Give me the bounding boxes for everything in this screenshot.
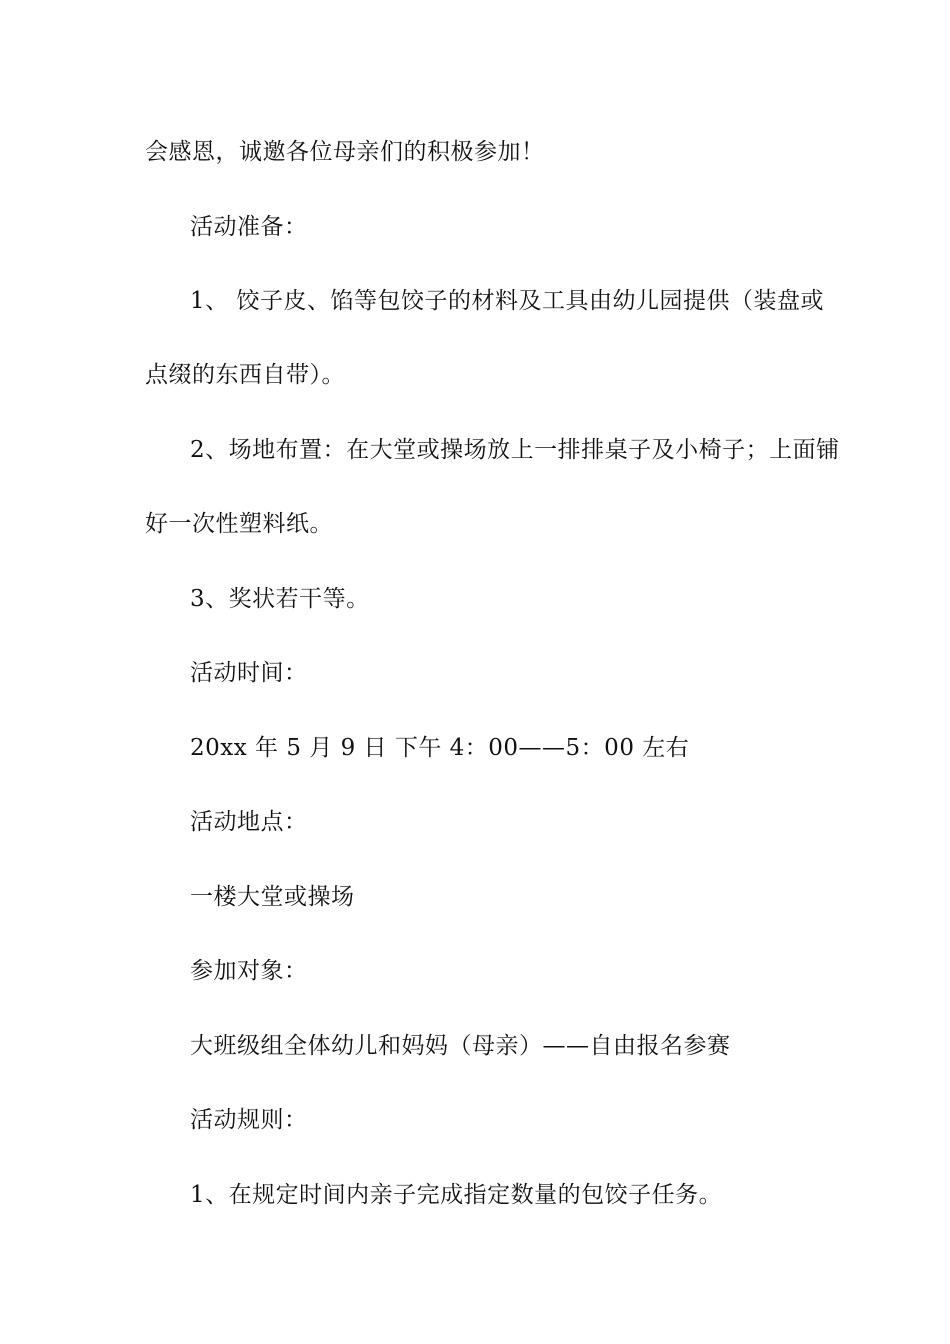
section-heading-preparation: 活动准备： xyxy=(190,214,308,240)
text-line-rules-1: 1、在规定时间内亲子完成指定数量的包饺子任务。 xyxy=(190,1182,723,1208)
text-line-preparation-1: 1、 饺子皮、馅等包饺子的材料及工具由幼儿园提供（装盘或 xyxy=(190,288,824,314)
text-line-time: 20xx 年 5 月 9 日 下午 4：00——5：00 左右 xyxy=(190,735,690,761)
section-heading-participants: 参加对象： xyxy=(190,958,308,984)
section-heading-location: 活动地点： xyxy=(190,809,308,835)
text-line-preparation-2-cont: 好一次性塑料纸。 xyxy=(145,511,333,537)
text-line-preparation-2: 2、场地布置：在大堂或操场放上一排排桌子及小椅子；上面铺 xyxy=(190,437,840,463)
text-line-invitation-end: 会感恩，诚邀各位母亲们的积极参加！ xyxy=(145,139,545,165)
text-line-preparation-1-cont: 点缀的东西自带）。 xyxy=(145,362,345,388)
section-heading-rules: 活动规则： xyxy=(190,1107,308,1133)
text-line-preparation-3: 3、奖状若干等。 xyxy=(190,586,370,612)
text-line-location: 一楼大堂或操场 xyxy=(190,884,355,910)
section-heading-time: 活动时间： xyxy=(190,660,308,686)
text-line-participants: 大班级组全体幼儿和妈妈（母亲）——自由报名参赛 xyxy=(190,1033,731,1059)
